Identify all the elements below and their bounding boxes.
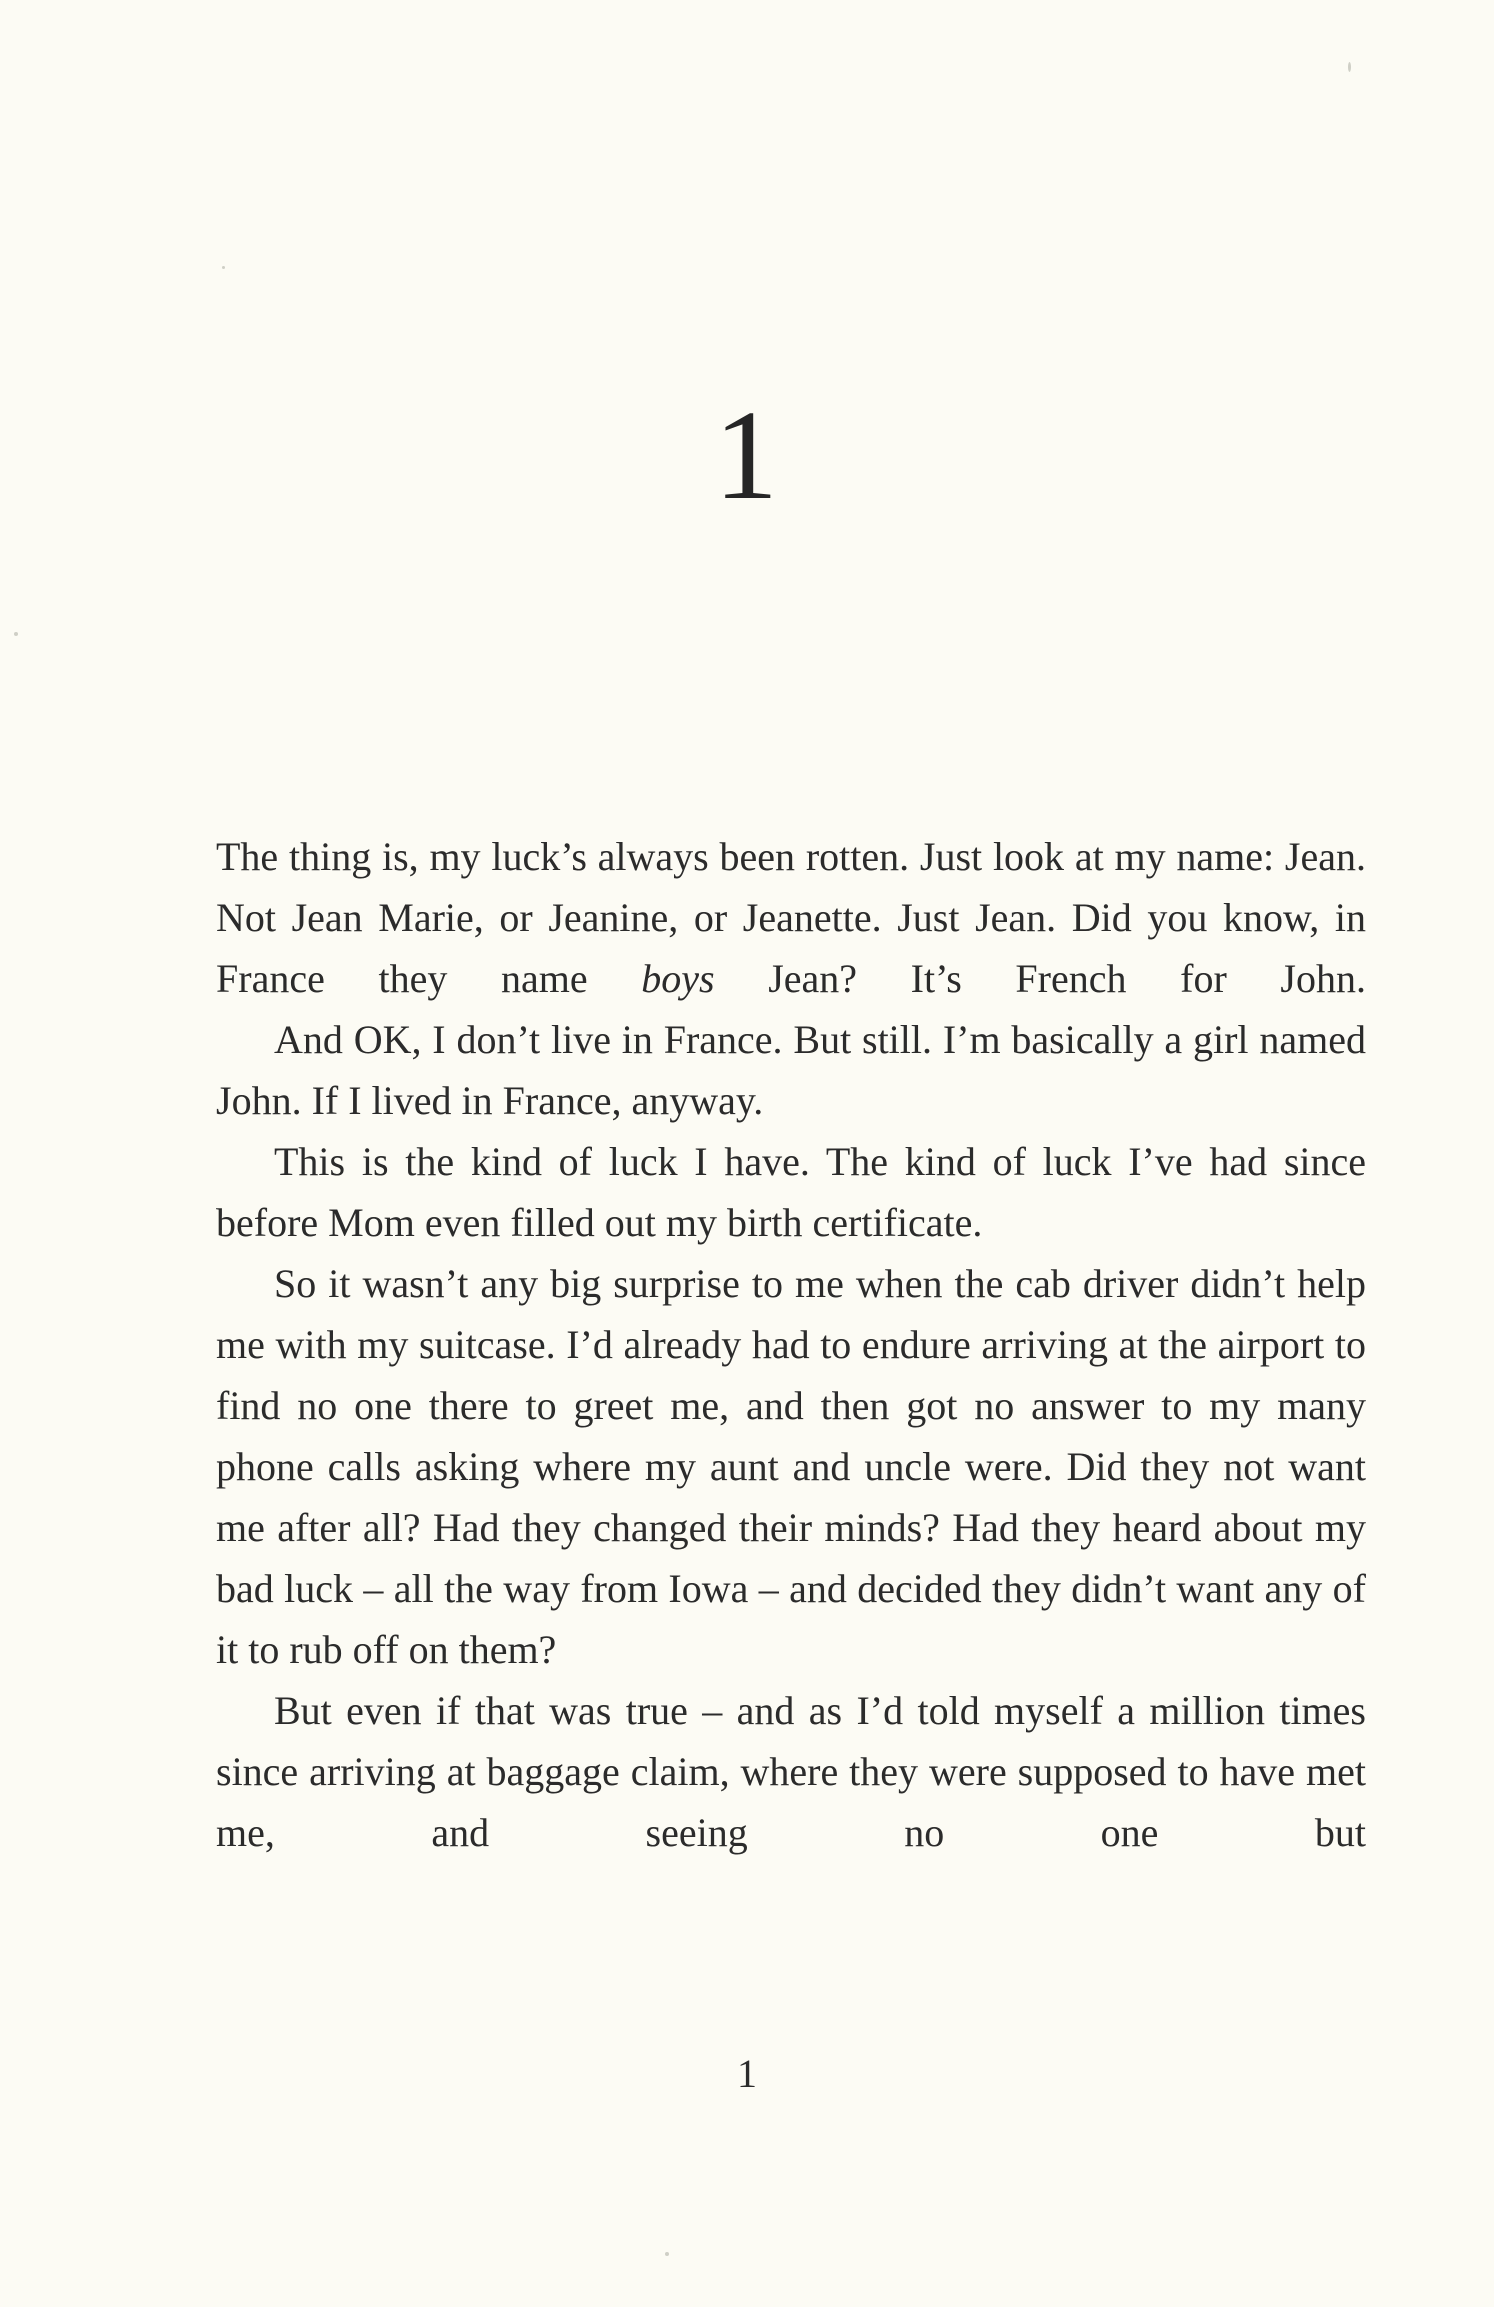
chapter-number: 1 <box>714 384 780 526</box>
paper-speck <box>665 2252 669 2256</box>
paper-speck <box>14 632 18 636</box>
paper-speck <box>1348 62 1351 72</box>
paragraph: This is the kind of luck I have. The kind of luck I’ve had since before Mom even filled out my birth certificate. <box>216 1139 1366 1245</box>
paragraph <box>216 826 1366 1009</box>
page-number: 1 <box>737 2051 757 2096</box>
paragraph: But even if that was true – and as I’d told myself a million times since arriving at baggage claim, where they were supposed to have met me, and seeing no one but <box>216 1688 1366 1855</box>
chapter-body <box>216 826 1366 1863</box>
paragraph: And OK, I don’t live in France. But still. I’m basically a girl named John. If I lived in France, anyway. <box>216 1017 1366 1123</box>
paragraph-text: Jean? It’s French for John. <box>714 956 1366 1001</box>
paragraph-text: The thing is, my luck’s always been rotten. Just look at my name: Jean. Not Jean Marie, or Jeanine, or Jeanette. Just Jean. Did you know, in France they name <box>216 834 1366 1001</box>
emphasized-word: boys <box>641 956 715 1001</box>
paragraph: So it wasn’t any big surprise to me when the cab driver didn’t help me with my suitcase. I’d already had to endure arriving at the airport to find no one there to greet me, and then got no answer to my many phone calls asking where my aunt and uncle were. Did they not want me after all? Had they changed their minds? Had they heard about my bad luck – all the way from Iowa – and decided they didn’t want any of it to rub off on them? <box>216 1261 1366 1672</box>
paper-speck <box>222 266 225 269</box>
